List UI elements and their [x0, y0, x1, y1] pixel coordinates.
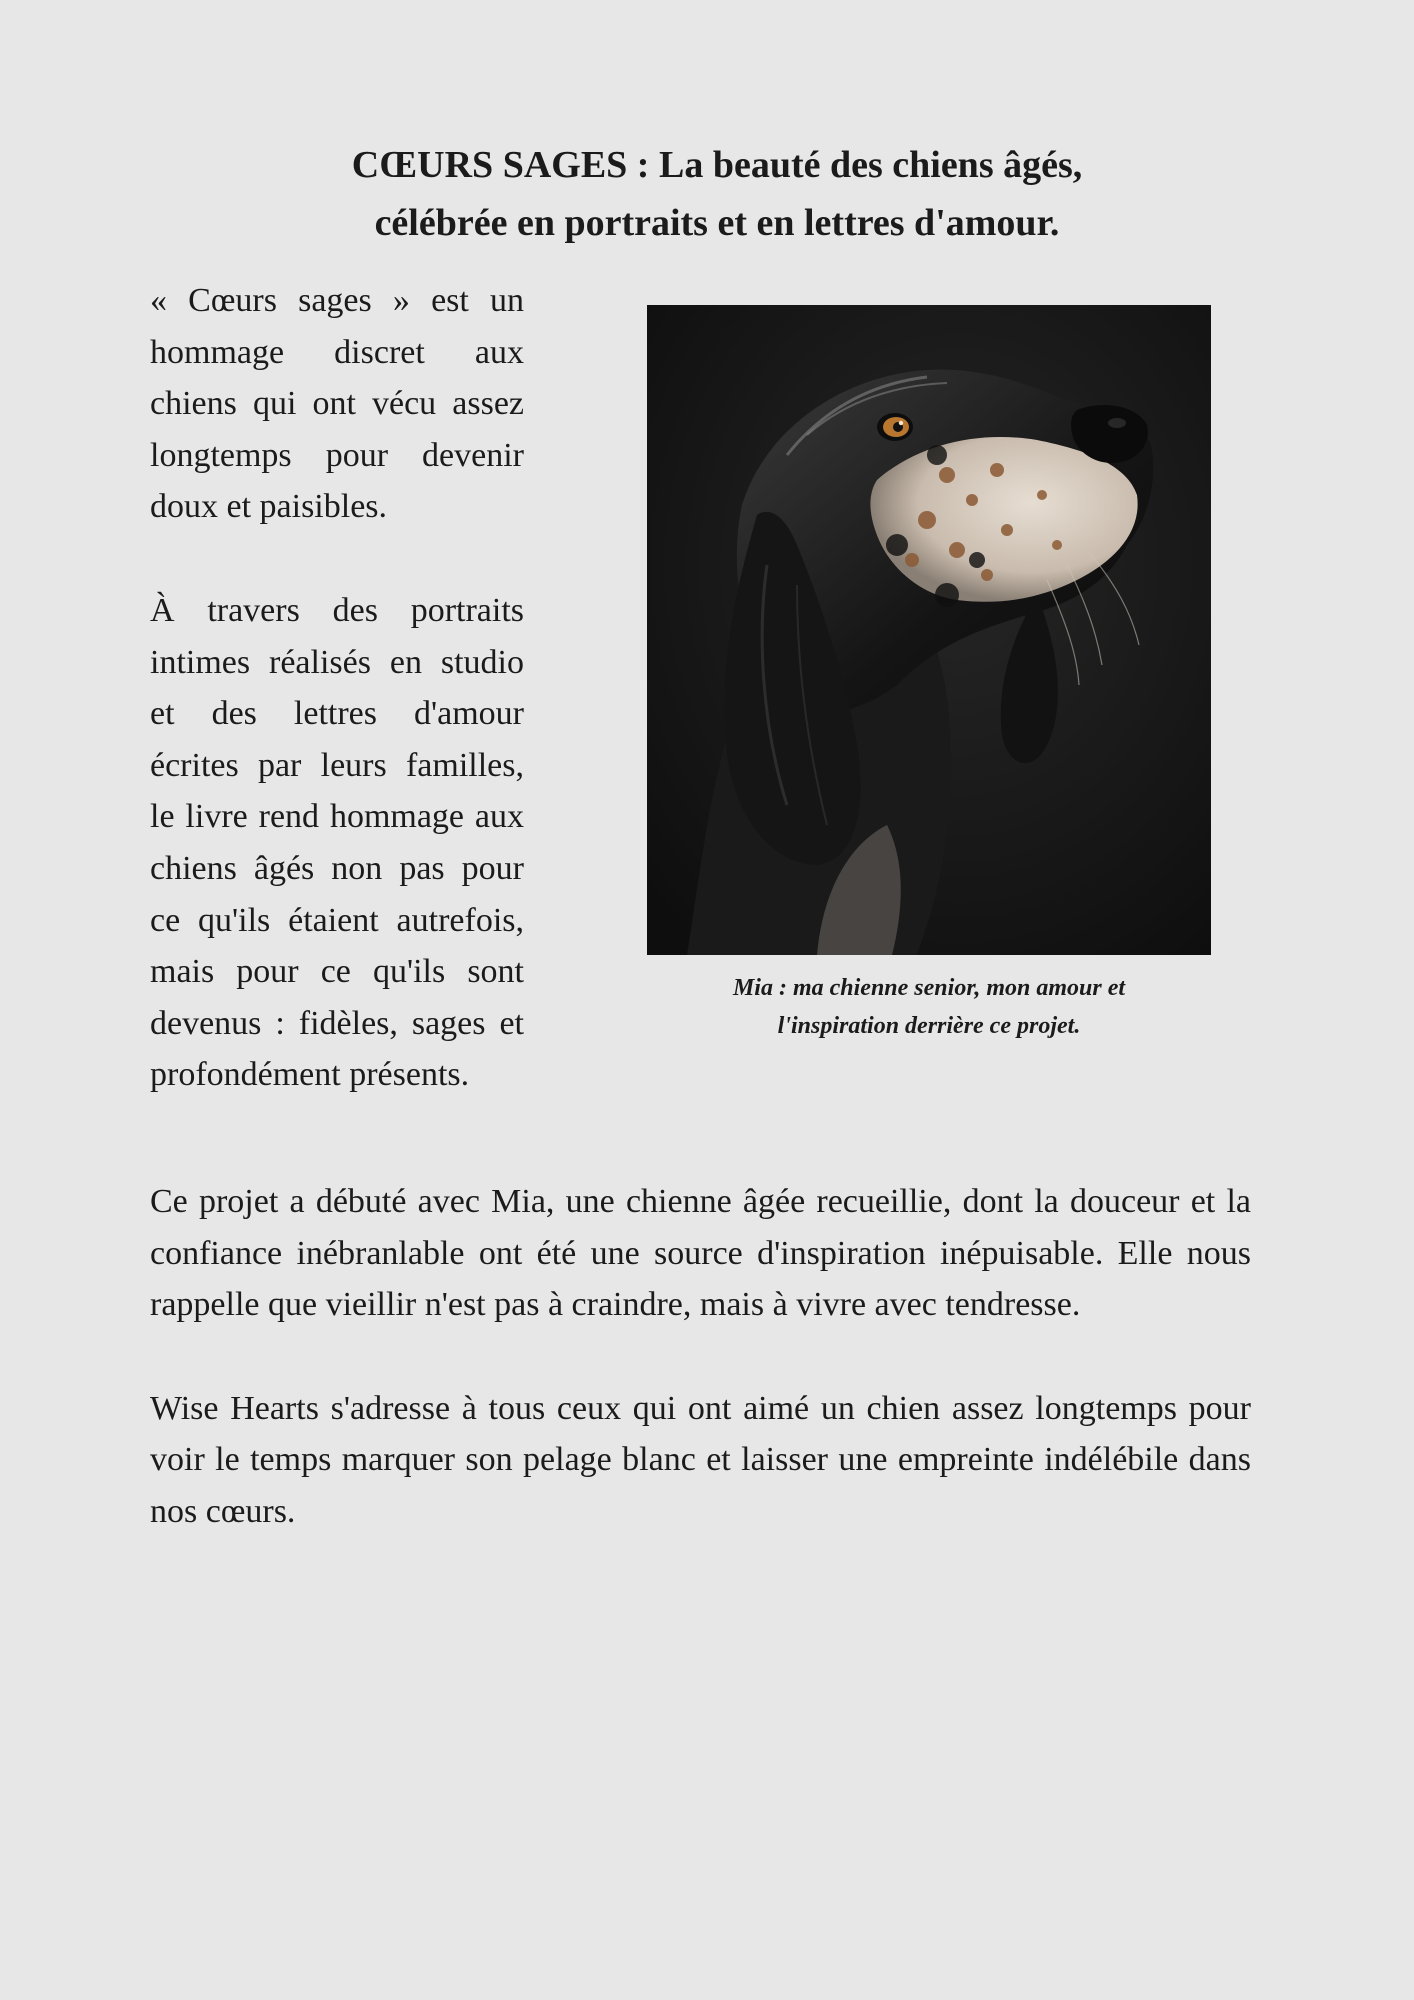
intro-column	[150, 275, 524, 1101]
page-title	[150, 136, 1284, 252]
dog-photo-figure	[647, 305, 1211, 1045]
body-paragraph-1: Ce projet a débuté avec Mia, une chienne âgée recueillie, dont la douceur et la confiance inébranlable ont été une source d'inspiration inépuisable. Elle nous rappelle que vieillir n'est pas à craindre, mais à vivre avec tendresse.	[150, 1183, 1251, 1324]
dog-portrait-image	[647, 305, 1211, 955]
title-rest: La beauté des chiens âgés,	[649, 144, 1083, 186]
caption-line-1: Mia : ma chienne senior, mon amour et	[732, 975, 1126, 1001]
intro-paragraph-1: « Cœurs sages » est un hommage discret aux chiens qui ont vécu assez longtemps pour devenir doux et paisibles.	[150, 282, 524, 526]
title-line2: célébrée en portraits et en lettres d'amour.	[374, 202, 1060, 244]
intro-paragraph-2: À travers des portraits intimes réalisés en studio et des lettres d'amour écrites par leurs familles, le livre rend hommage aux chiens âgés non pas pour ce qu'ils étaient autrefois, mais pour ce qu'ils sont devenus : fidèles, sages et profondément présents.	[150, 591, 524, 1094]
dog-portrait-photo	[647, 305, 1211, 955]
body-paragraph-2: Wise Hearts s'adresse à tous ceux qui ont aimé un chien assez longtemps pour voir le temps marquer son pelage blanc et laisser une empreinte indélébile dans nos cœurs.	[150, 1389, 1251, 1530]
photo-caption	[647, 969, 1211, 1045]
caption-line-2: l'inspiration derrière ce projet.	[777, 1013, 1081, 1039]
title-bold-part: CŒURS SAGES :	[351, 144, 650, 186]
body-text	[150, 1176, 1251, 1590]
